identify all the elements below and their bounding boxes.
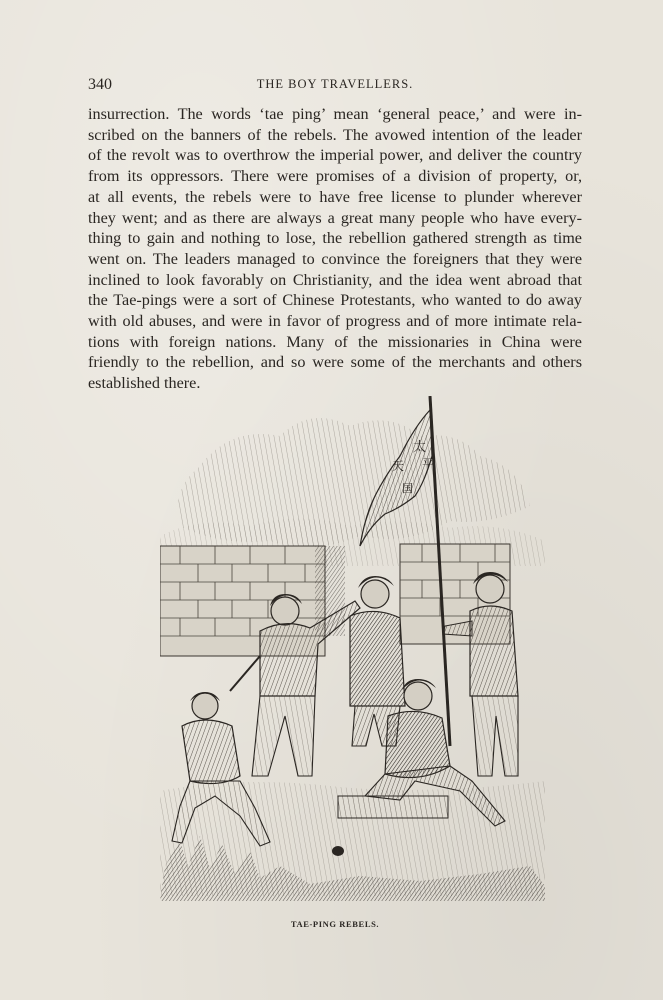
engraving-svg: [160, 396, 550, 906]
running-head: [88, 76, 582, 96]
text-line: thing to gain and nothing to lose, the rebellion gathered strength as time: [88, 229, 582, 248]
banner-character: 太: [413, 440, 427, 455]
text-line: scribed on the banners of the rebels. The avowed intention of the leader: [88, 125, 582, 144]
text-line: from its oppressors. There were promises of a division of property, or,: [88, 167, 582, 186]
text-line: established there.: [88, 374, 201, 393]
banner-character: 天: [392, 459, 405, 473]
running-title: THE BOY TRAVELLERS.: [256, 77, 414, 91]
engraving-tae-ping-rebels: [160, 396, 550, 906]
text-line: friendly to the rebellion, and so were some of the merchants and others: [88, 353, 582, 372]
text-line: of the revolt was to overthrow the imperial power, and deliver the country: [88, 146, 582, 165]
banner-character: 国: [402, 482, 413, 495]
page-number: 340: [88, 76, 112, 93]
text-line: they went; and as there are always a great many people who have every-: [88, 208, 582, 227]
banner-character: 平: [422, 457, 435, 471]
text-line: with old abuses, and were in favor of progress and of more intimate rela-: [88, 312, 582, 331]
text-line: tions with foreign nations. Many of the missionaries in China were: [88, 332, 582, 351]
text-line: inclined to look favorably on Christianity, and the idea went abroad that: [88, 270, 582, 289]
text-line: the Tae-pings were a sort of Chinese Protestants, who wanted to do away: [88, 291, 582, 310]
text-line: at all events, the rebels were to have free license to plunder wherever: [88, 187, 582, 206]
stone: [332, 846, 344, 856]
body-paragraph: [88, 104, 582, 394]
text-line: went on. The leaders managed to convince the foreigners that they were: [88, 249, 582, 268]
text-line: insurrection. The words ‘tae ping’ mean ‘general peace,’ and were in-: [88, 105, 582, 123]
illustration-caption: TAE-PING REBELS.: [290, 919, 380, 929]
